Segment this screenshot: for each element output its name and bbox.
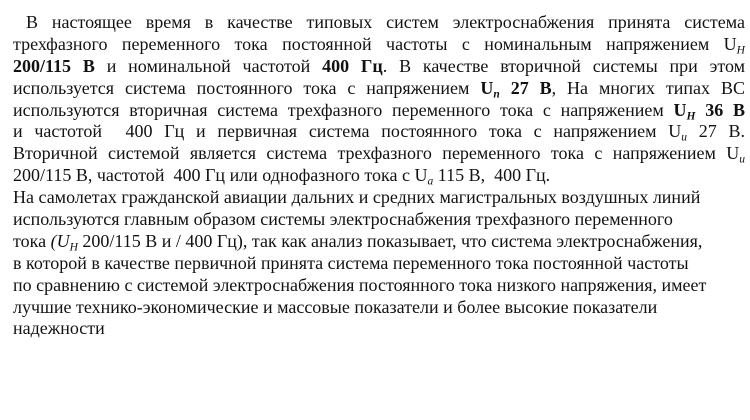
- text-segment: U: [480, 77, 494, 98]
- text-line: [13, 100, 745, 122]
- paragraph-1: [13, 12, 745, 187]
- text-line: [13, 143, 745, 165]
- text-segment: На самолетах гражданской авиации дальних и средних магистральных воздушных линий: [13, 187, 701, 208]
- text-segment: Н: [686, 110, 696, 123]
- text-line: [13, 78, 745, 100]
- text-line: [13, 165, 745, 187]
- text-line: [13, 34, 745, 56]
- text-segment: 115 В, 400 Гц.: [433, 165, 551, 186]
- text-segment: . В качестве вторичной системы при этом: [382, 55, 745, 76]
- text-segment: надежности: [13, 318, 105, 339]
- text-line: [13, 275, 745, 297]
- text-segment: и номинальной частотой: [94, 55, 323, 76]
- text-line: [13, 253, 745, 275]
- document-text: [13, 12, 745, 340]
- text-segment: и частотой 400 Гц и первичная система постоянного тока с напряжением U: [13, 121, 682, 142]
- text-segment: 27 В.: [687, 121, 746, 142]
- text-segment: трехфазного переменного тока постоянной частоты с номинальным напряжением U: [13, 33, 737, 54]
- text-segment: В настоящее время в качестве типовых систем электроснабжения принята система: [26, 12, 745, 32]
- text-segment: в которой в качестве первичной принята система переменного тока постоянной частоты: [13, 252, 689, 273]
- text-line: [13, 209, 745, 231]
- text-line: [13, 121, 745, 143]
- text-segment: по сравнению с системой электроснабжения постоянного тока низкого напряжения, имеет: [13, 274, 707, 295]
- text-segment: а: [427, 175, 434, 188]
- text-segment: , На многих типах ВС: [551, 77, 745, 98]
- text-segment: Н: [736, 44, 745, 57]
- text-segment: п: [493, 88, 500, 101]
- text-segment: используются вторичная система трехфазного переменного тока с напряжением: [13, 99, 674, 120]
- text-segment: (U: [50, 230, 70, 251]
- text-line: [13, 318, 745, 340]
- text-segment: 200/115 В: [13, 55, 95, 76]
- text-line: [13, 231, 745, 253]
- text-line: [13, 297, 745, 319]
- text-segment: 36 В: [695, 99, 745, 120]
- text-segment: 27 В: [499, 77, 552, 98]
- text-segment: используются главным образом системы электроснабжения трехфазного переменного: [13, 209, 673, 230]
- text-segment: лучшие технико-экономические и массовые показатели и более высокие показатели: [13, 296, 658, 317]
- text-segment: тока: [13, 230, 51, 251]
- text-segment: Вторичной системой является система трехфазного переменного тока с напряжением U: [13, 143, 740, 164]
- text-segment: и: [739, 154, 745, 167]
- text-segment: Н: [69, 241, 78, 254]
- text-line: [13, 56, 745, 78]
- text-segment: U: [673, 99, 687, 120]
- text-segment: 200/115 В и / 400 Гц), так как анализ показывает, что система электроснабжения,: [77, 230, 703, 251]
- text-line: [13, 12, 745, 34]
- text-segment: 400 Гц: [322, 55, 383, 76]
- paragraph-2: [13, 187, 745, 340]
- text-segment: 200/115 В, частотой 400 Гц или однофазного тока с U: [13, 165, 428, 186]
- text-line: [13, 187, 745, 209]
- text-segment: используется система постоянного тока с напряжением: [13, 77, 481, 98]
- text-segment: и: [681, 132, 688, 145]
